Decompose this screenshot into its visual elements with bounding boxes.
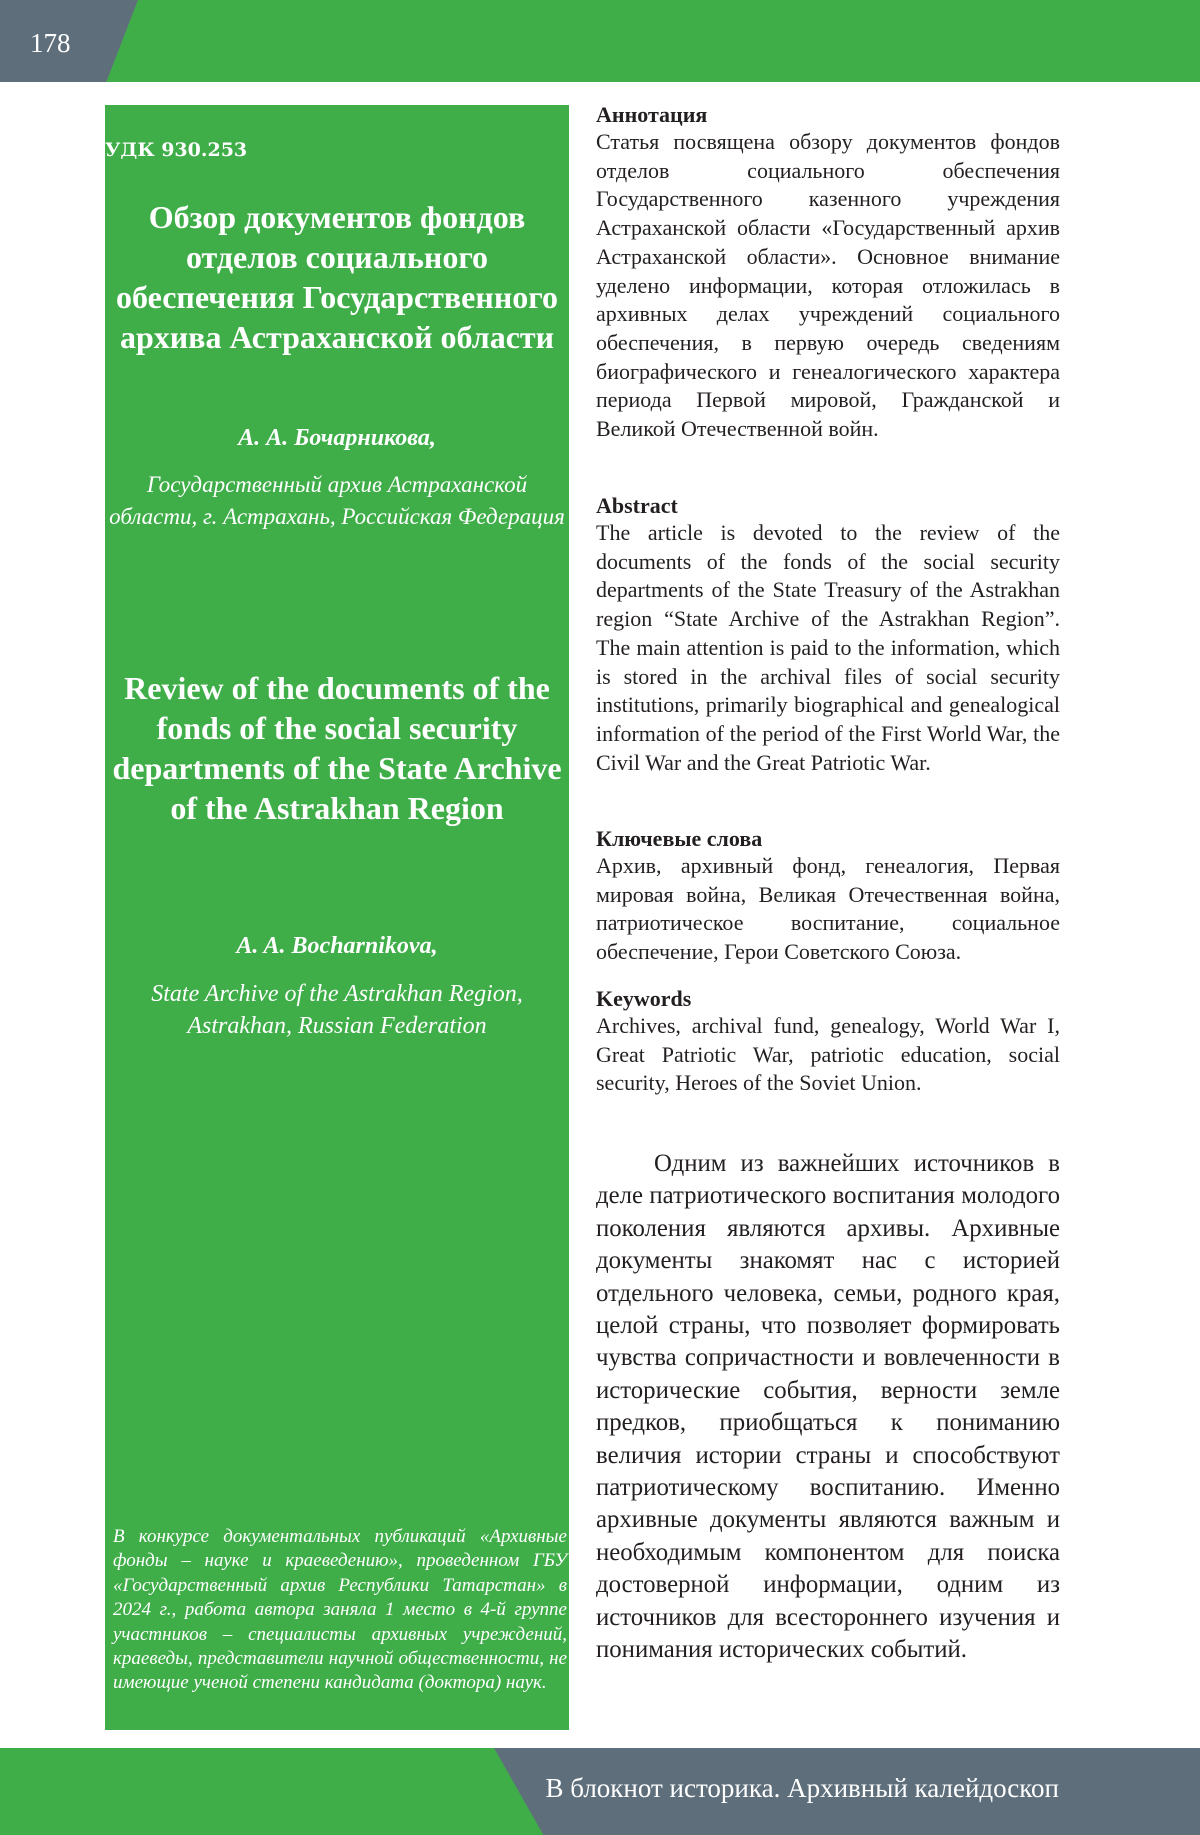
keywords-ru-text: Архив, архивный фонд, генеалогия, Первая мировая война, Великая Отечественная война, патриотическое воспитание, социальное обеспечение, Герои Советского Союза. (596, 852, 1060, 967)
abstract-section (596, 493, 1060, 777)
article-title-panel (105, 105, 569, 1730)
author-affiliation-ru: Государственный архив Астраханской области, г. Астрахань, Российская Федерация (105, 469, 569, 533)
article-title-en: Review of the documents of the fonds of the social security departments of the State Archive of the Astrakhan Region (105, 668, 569, 828)
article-title-ru: Обзор документов фондов отделов социального обеспечения Государственного архива Астраханской области (105, 197, 569, 357)
keywords-en-heading: Keywords (596, 986, 1060, 1012)
keywords-ru-heading: Ключевые слова (596, 826, 1060, 852)
journal-name: В блокнот историка. Архивный калейдоскоп (546, 1772, 1060, 1804)
keywords-en-text: Archives, archival fund, genealogy, World War I, Great Patriotic War, patriotic education, social security, Heroes of the Soviet Union. (596, 1012, 1060, 1098)
contest-note: В конкурсе документальных публикаций «Архивные фонды – науке и краеведению», проведенном ГБУ «Государственный архив Республики Татарстан» в 2024 г., работа автора заняла 1 место в 4-й группе участников – специалисты архивных учреждений, краеведы, представители научной общественности, не имеющие ученой степени кандидата (доктора) наук. (113, 1525, 567, 1696)
body-paragraph: Одним из важнейших источников в деле патриотического воспитания молодого поколения являются архивы. Архивные документы знакомят нас с историей отдельного человека, семьи, родного края, целой страны, что позволяет формировать чувства сопричастности и вовлеченности в исторические события, верности земле предков, приобщаться к пониманию величия истории страны и способствуют патриотическому воспитанию. Именно архивные документы являются важным и необходимым компонентом для поиска достоверной информации, одним из источников для всестороннего изучения и понимания исторических событий. (596, 1148, 1060, 1667)
author-affiliation-en: State Archive of the Astrakhan Region, Astrakhan, Russian Federation (105, 978, 569, 1042)
abstract-heading: Abstract (596, 493, 1060, 519)
annotation-heading: Аннотация (596, 102, 1060, 128)
page-number: 178 (30, 30, 71, 57)
keywords-en-section (596, 986, 1060, 1098)
udk-code: УДК 930.253 (105, 139, 247, 161)
author-name-ru: А. А. Бочарникова, (105, 425, 569, 452)
annotation-text: Статья посвящена обзору документов фондов отделов социального обеспечения Государственного казенного учреждения Астраханской области «Государственный архив Астраханской области». Основное внимание уделено информации, которая отложилась в архивных делах учреждений социального обеспечения, в первую очередь сведениям биографического и генеалогического характера периода Первой мировой, Гражданской и Великой Отечественной войн. (596, 128, 1060, 444)
annotation-section (596, 102, 1060, 444)
keywords-ru-section (596, 826, 1060, 967)
author-name-en: A. A. Bocharnikova, (105, 933, 569, 960)
header-bar (0, 0, 1200, 82)
abstract-text: The article is devoted to the review of the documents of the fonds of the social security departments of the State Treasury of the Astrakhan region “State Archive of the Astrakhan Region”. The main attention is paid to the information, which is stored in the archival files of social security institutions, primarily biographical and genealogical information of the period of the First World War, the Civil War and the Great Patriotic War. (596, 519, 1060, 777)
